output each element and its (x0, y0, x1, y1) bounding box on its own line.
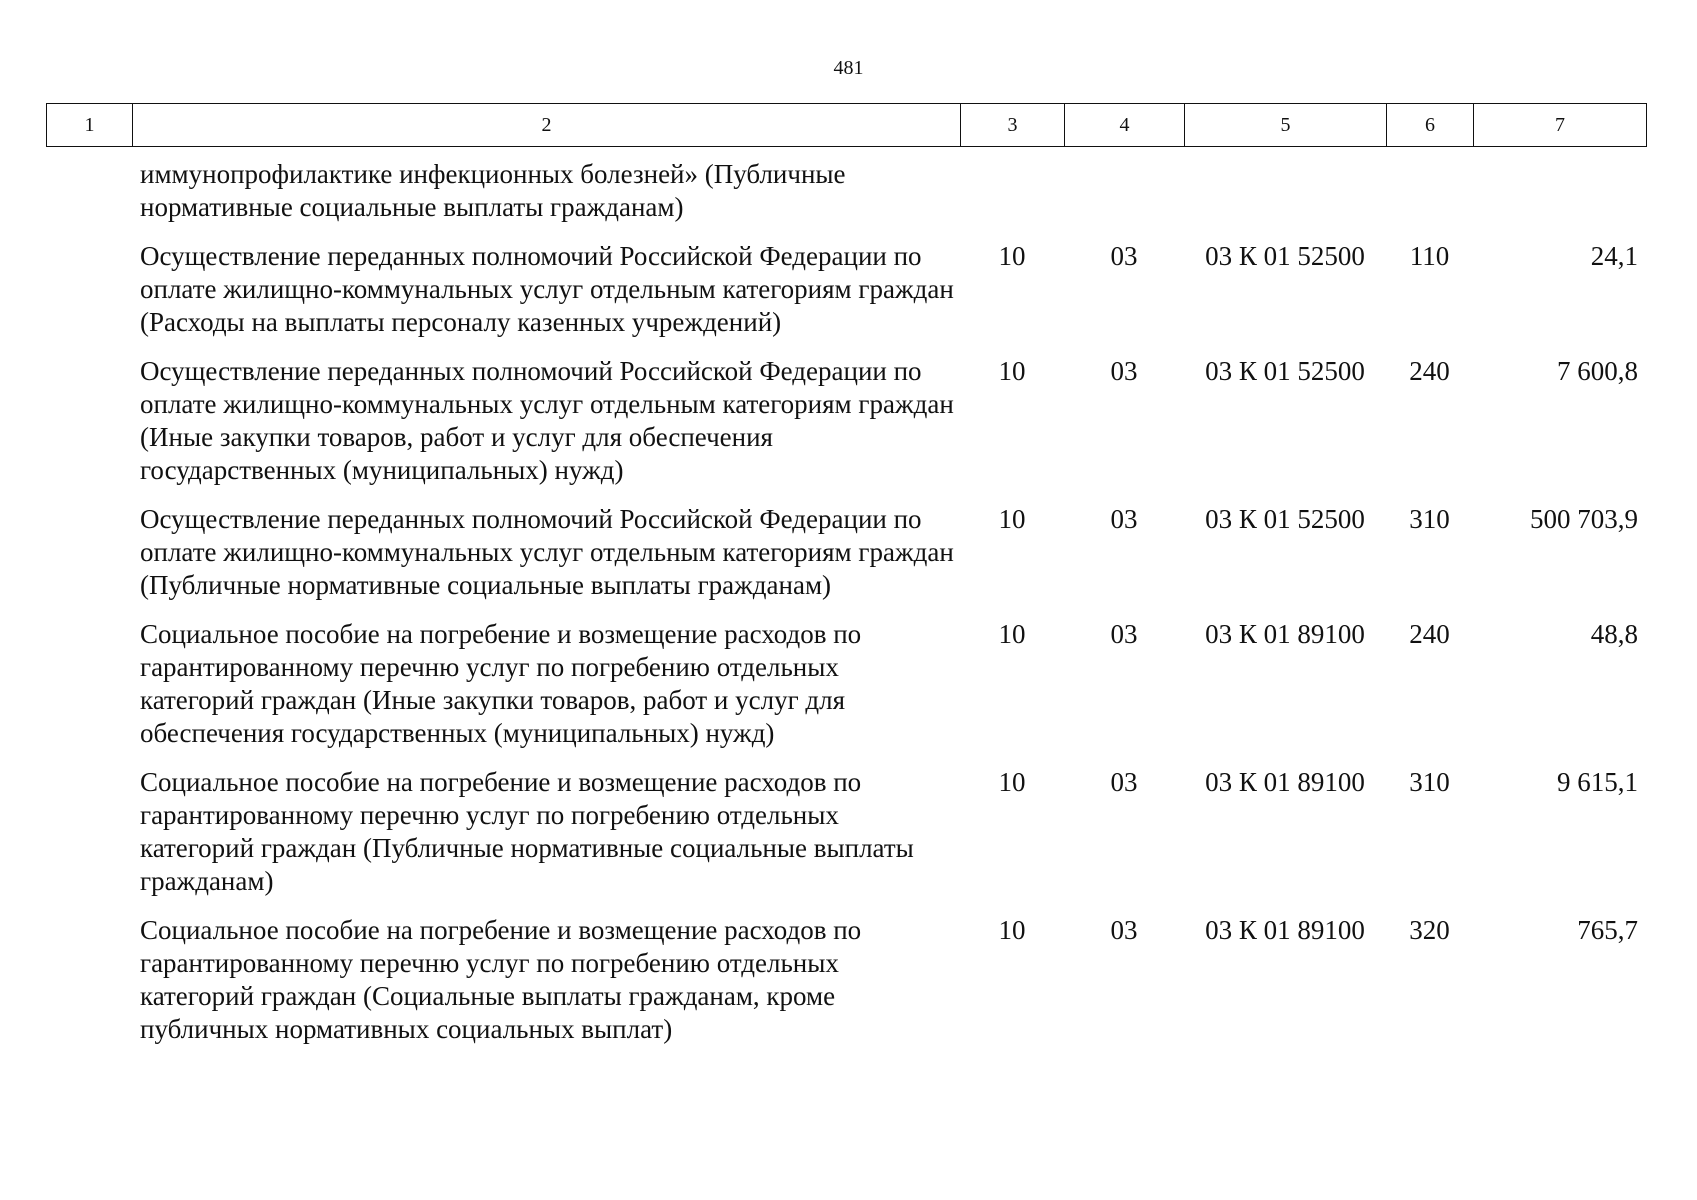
row-section: 10 (998, 767, 1026, 797)
row-description: Социальное пособие на погребение и возмещение расходов по гарантированному перечню услуг по погребению отдельных категорий граждан (Публичные нормативные социальные выплаты гражданам) (140, 767, 914, 896)
row-target-code (1184, 150, 1386, 240)
row-subsection: 03 (1110, 915, 1138, 945)
row-amount: 24,1 (1590, 241, 1638, 271)
header-col-2: 2 (133, 104, 961, 147)
row-amount: 48,8 (1590, 619, 1638, 649)
table-row (46, 503, 1646, 618)
table-row (46, 355, 1646, 503)
row-subsection: 03 (1110, 619, 1138, 649)
row-expense-type: 240 (1409, 356, 1450, 386)
row-section: 10 (998, 356, 1026, 386)
row-description: Осуществление переданных полномочий Российской Федерации по оплате жилищно-коммунальных услуг отдельным категориям граждан (Публичные нормативные социальные выплаты гражданам) (140, 504, 954, 600)
row-section: 10 (998, 241, 1026, 271)
row-target-code: 03 К 01 52500 (1205, 356, 1365, 386)
row-description: Осуществление переданных полномочий Российской Федерации по оплате жилищно-коммунальных услуг отдельным категориям граждан (Расходы на выплаты персоналу казенных учреждений) (140, 241, 954, 337)
row-target-code: 03 К 01 89100 (1205, 619, 1365, 649)
row-description: Социальное пособие на погребение и возмещение расходов по гарантированному перечню услуг по погребению отдельных категорий граждан (Иные закупки товаров, работ и услуг для обеспечения государственных (муниципальных) нужд) (140, 619, 862, 748)
row-target-code: 03 К 01 89100 (1205, 915, 1365, 945)
row-target-code: 03 К 01 52500 (1205, 504, 1365, 534)
row-expense-type (1386, 150, 1473, 240)
row-section: 10 (998, 504, 1026, 534)
row-description: Социальное пособие на погребение и возмещение расходов по гарантированному перечню услуг по погребению отдельных категорий граждан (Социальные выплаты гражданам, кроме публичных нормативных социальных выплат) (140, 915, 862, 1044)
row-expense-type: 310 (1409, 767, 1450, 797)
page-number: 481 (833, 57, 864, 79)
row-subsection (1064, 150, 1184, 240)
row-amount: 500 703,9 (1530, 504, 1638, 534)
row-subsection: 03 (1110, 241, 1138, 271)
row-expense-type: 320 (1409, 915, 1450, 945)
header-col-1: 1 (47, 104, 133, 147)
header-col-4: 4 (1065, 104, 1185, 147)
row-amount: 7 600,8 (1557, 356, 1638, 386)
row-amount: 9 615,1 (1557, 767, 1638, 797)
row-expense-type: 310 (1409, 504, 1450, 534)
row-target-code: 03 К 01 52500 (1205, 241, 1365, 271)
header-col-7: 7 (1474, 104, 1647, 147)
table-row (46, 914, 1646, 1062)
table-row (46, 240, 1646, 355)
row-amount (1473, 150, 1646, 240)
row-target-code: 03 К 01 89100 (1205, 767, 1365, 797)
table-row (46, 150, 1646, 240)
row-section (960, 150, 1064, 240)
row-description: Осуществление переданных полномочий Российской Федерации по оплате жилищно-коммунальных услуг отдельным категориям граждан (Иные закупки товаров, работ и услуг для обеспечения государственных (муниципальных) нужд) (140, 356, 954, 485)
row-subsection: 03 (1110, 356, 1138, 386)
row-subsection: 03 (1110, 767, 1138, 797)
header-col-3: 3 (961, 104, 1065, 147)
row-amount: 765,7 (1577, 915, 1638, 945)
row-section: 10 (998, 915, 1026, 945)
header-col-6: 6 (1387, 104, 1474, 147)
row-section: 10 (998, 619, 1026, 649)
row-subsection: 03 (1110, 504, 1138, 534)
table-row (46, 766, 1646, 914)
row-expense-type: 110 (1409, 241, 1450, 271)
row-description: иммунопрофилактике инфекционных болезней» (Публичные нормативные социальные выплаты гражданам) (140, 159, 846, 222)
budget-table (46, 150, 1646, 1062)
header-col-5: 5 (1185, 104, 1387, 147)
column-number-header (46, 103, 1647, 147)
row-expense-type: 240 (1409, 619, 1450, 649)
header-row (47, 104, 1647, 147)
table-row (46, 618, 1646, 766)
